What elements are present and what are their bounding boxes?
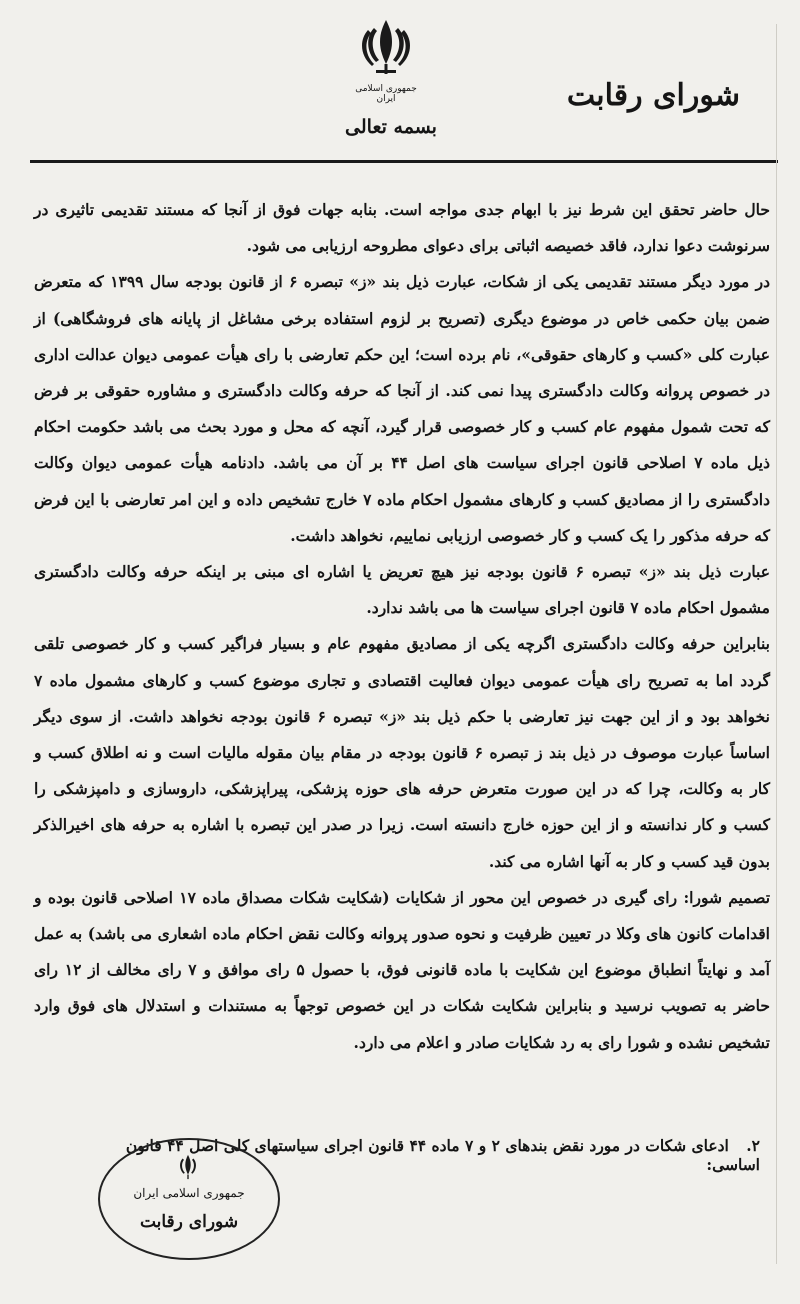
paragraph-2: در مورد دیگر مستند تقدیمی یکی از شکات، عبارت ذیل بند «ز» تبصره ۶ از قانون بودجه سال ۱۳۹۹ که متعرض ضمن بیان حکمی خاص در موضوع دیگری (تصریح بر لزوم استفاده برخی مشاغل از پایانه های فروشگاهی) از عبارت کلی «کسب و کارهای حقوقی»، نام برده است؛ این حکم تعارضی با رای هیأت عمومی دیوان عدالت اداری در خصوص پروانه وکالت دادگستری پیدا نمی کند. از آنجا که حرفه وکالت دادگستری و مشاوره حقوقی بر فرض که تحت شمول مفهوم عام کسب و کار خصوصی قرار گیرد، آنچه که محل و مورد بحث می باشد حکومت احکام ذیل ماده ۷ اصلاحی قانون اجرای سیاست های اصل ۴۴ بر آن می باشد. دادنامه هیأت عمومی دیوان وکالت دادگستری را از مصادیق کسب و کارهای مشمول احکام ماده ۷ خارج تشخیص داده و این امر تعارضی با این فرض که حرفه مذکور را یک کسب و کار خصوصی ارزیابی نماییم، نخواهد داشت. [34, 272, 770, 545]
iran-emblem-icon [360, 18, 412, 76]
organization-title: شورای رقابت [566, 78, 740, 113]
paragraph-1: حال حاضر تحقق این شرط نیز با ابهام جدی مواجه است. بنابه جهات فوق از آنجا که مستند تقدیمی تاثیری در سرنوشت دعوا ندارد، فاقد خصیصه اثباتی برای دعوای مطروحه ارزیابی می شود. [34, 200, 770, 256]
seal-organization: شورای رقابت [139, 1212, 239, 1232]
decision-label: تصمیم شورا: [683, 887, 771, 907]
scan-edge [776, 24, 777, 1264]
seal-country-name: جمهوری اسلامی ایران [133, 1186, 245, 1200]
paragraph-3: عبارت ذیل بند «ز» تبصره ۶ قانون بودجه نیز هیچ تعریض یا اشاره ای مبنی بر اینکه حرفه وکالت دادگستری مشمول احکام ماده ۷ قانون اجرای سیاست ها می باشد ندارد. [34, 562, 770, 618]
basmala-heading: بسمه تعالی [345, 116, 437, 138]
seal-emblem-icon [176, 1154, 200, 1180]
item-number: ۲. [746, 1136, 760, 1155]
letter-body [34, 192, 770, 1061]
decision-text: رای گیری در خصوص این محور از شکایات (شکایت شکات مصداق ماده ۱۷ اصلاحی قانون بوده و اقدامات کانون های وکلا در تعیین ظرفیت و نحوه صدور پروانه وکالت نقض احکام ماده اشعاری می باشد) به عمل آمد و نهایتاً انطباق موضوع این شکایت با ماده قانونی فوق، با حصول ۵ رای موافق و ۷ رای مخالف از ۱۲ رای حاضر به تصویب نرسید و بنابراین شکایت شکات در این خصوص توجهاً به مستندات و استدلال های فوق وارد تشخیص نشده و شورا رای به رد شکایات صادر و اعلام می دارد. [34, 887, 770, 1052]
header-divider [30, 160, 778, 163]
official-seal-icon [98, 1138, 280, 1260]
paragraph-4: بنابراین حرفه وکالت دادگستری اگرچه یکی از مصادیق مفهوم عام و بسیار فراگیر کسب و کار خصوصی تلقی گردد اما به تصریح رای هیأت عمومی دیوان فعالیت اقتصادی و تجاری موضوع کسب و کارهای مشمول ماده ۷ نخواهد بود و از این جهت نیز تعارضی با حکم ذیل بند «ز» تبصره ۶ قانون بودجه نخواهد داشت. از سوی دیگر اساساً عبارت موصوف در ذیل بند ز تبصره ۶ قانون بودجه در مقام بیان مقوله مالیات است و نه اطلاق کسب و کار به وکالت، چرا که در این صورت متعرض حرفه های حوزه پزشکی، پیراپزشکی، داروسازی و دامپزشکی را کسب و کار ندانسته و از این حوزه خارج دانسته است. زیرا در صدر این تبصره با اشاره به حرفه های اخیرالذکر بدون قید کسب و کار به آنها اشاره می کند. [34, 634, 770, 871]
country-name: جمهوری اسلامی ایران [355, 84, 417, 104]
paragraph-decision [34, 880, 770, 1061]
item-text: ادعای شکات در مورد نقض بندهای ۲ و ۷ ماده ۴۴ قانون اجرای سیاستهای کلی اصل ۴۴ قانون اساسی: [125, 1136, 760, 1174]
